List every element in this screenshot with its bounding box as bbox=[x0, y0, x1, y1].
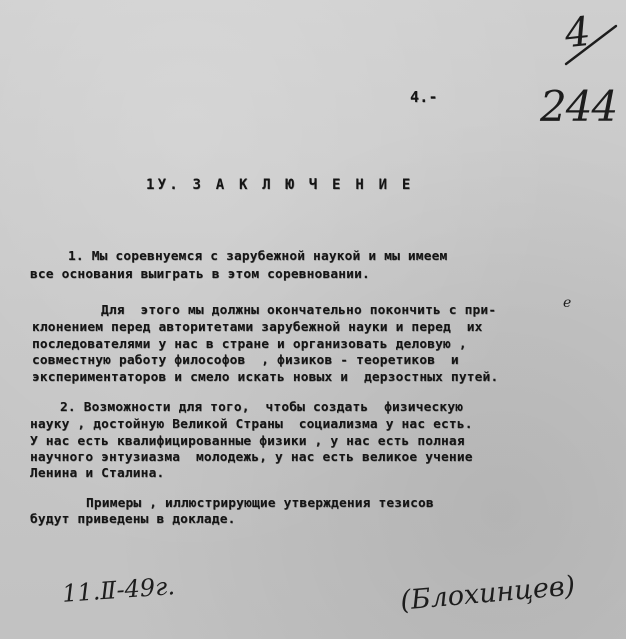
paragraph-4-line-1: Примеры , иллюстрирующие утверждения тезисов bbox=[86, 496, 434, 511]
paragraph-2-line-1: Для этого мы должны окончательно покончить с при- bbox=[101, 303, 497, 318]
paragraph-3-line-2: науку , достойную Великой Страны социализма у нас есть. bbox=[30, 417, 473, 432]
handwritten-date: 11.Ⅱ-49г. bbox=[61, 572, 176, 608]
paragraph-2-line-3: последователями у нас в стране и организовать деловую , bbox=[32, 337, 467, 352]
signature: (Блохинцев) bbox=[398, 570, 577, 617]
archive-new-number: 244 bbox=[540, 82, 618, 131]
paragraph-2-line-5: экспериментаторов и смело искать новых и дерзостных путей. bbox=[32, 370, 499, 385]
handwritten-correction: е bbox=[563, 295, 572, 311]
paragraph-2-line-2: клонением перед авторитетами зарубежной науки и перед их bbox=[32, 320, 483, 335]
paragraph-3-line-1: 2. Возможности для того, чтобы создать физическую bbox=[60, 400, 464, 415]
paragraph-3-line-4: научного энтузиазма молодежь, у нас есть великое учение bbox=[30, 450, 473, 465]
paragraph-2-line-4: совместную работу философов , физиков - теоретиков и bbox=[32, 353, 459, 368]
paragraph-1-line-2: все основания выиграть в этом соревновании. bbox=[30, 267, 370, 282]
paragraph-1-line-1: 1. Мы соревнуемся с зарубежной наукой и мы имеем bbox=[68, 249, 448, 264]
paragraph-3-line-3: У нас есть квалифицированные физики , у нас есть полная bbox=[30, 434, 465, 449]
section-title: 1У. З А К Л Ю Ч Е Н И Е bbox=[146, 177, 414, 193]
archive-old-number: 4 bbox=[562, 8, 593, 58]
paragraph-3-line-5: Ленина и Сталина. bbox=[30, 466, 165, 481]
paragraph-4-line-2: будут приведены в докладе. bbox=[30, 512, 236, 527]
page-number: 4.- bbox=[410, 88, 438, 106]
